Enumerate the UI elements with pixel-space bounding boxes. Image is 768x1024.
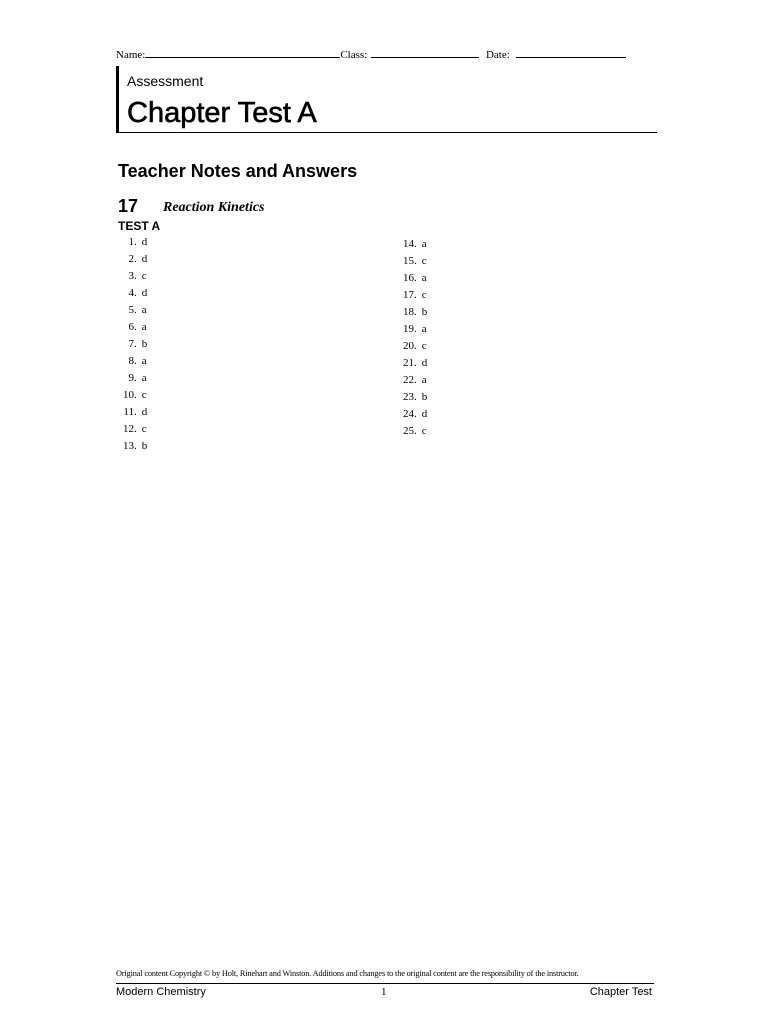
answer-letter: a [141, 355, 147, 367]
answer-number-period: . [134, 338, 137, 350]
answer-letter: b [421, 391, 428, 403]
answer-letter: c [141, 389, 147, 401]
answer-number-period: . [134, 389, 137, 401]
answer-item [114, 438, 147, 455]
answer-number: 14 [403, 238, 414, 250]
answer-number: 18 [403, 306, 414, 318]
answer-item [394, 253, 427, 270]
answer-number: 16 [403, 272, 414, 284]
footer-book-title: Modern Chemistry [116, 986, 206, 998]
answer-letter: d [141, 287, 148, 299]
class-blank [371, 47, 479, 58]
answer-number: 23 [403, 391, 414, 403]
answer-number-period: . [414, 255, 417, 267]
answer-letter: d [421, 357, 428, 369]
answer-number-period: . [414, 272, 417, 284]
answer-letter: a [421, 323, 427, 335]
answer-letter: c [421, 340, 427, 352]
answer-number-period: . [134, 406, 137, 418]
answer-letter: d [141, 406, 148, 418]
answer-number: 3 [128, 270, 134, 282]
answer-number-period: . [134, 440, 137, 452]
answer-number-period: . [414, 408, 417, 420]
answer-item [114, 234, 147, 251]
answer-item [394, 236, 427, 253]
class-label: Class: [340, 49, 368, 61]
answer-number: 22 [403, 374, 414, 386]
answer-letter: a [421, 272, 427, 284]
answer-item [114, 336, 147, 353]
answer-number-period: . [414, 306, 417, 318]
answer-item [394, 372, 427, 389]
answer-item [394, 338, 427, 355]
answer-number-period: . [134, 423, 137, 435]
answer-number-period: . [134, 287, 137, 299]
answer-letter: c [141, 423, 147, 435]
answer-number: 19 [403, 323, 414, 335]
answer-number-period: . [134, 304, 137, 316]
date-blank [516, 47, 626, 58]
answer-number-period: . [134, 236, 137, 248]
footer-section: Chapter Test [589, 986, 652, 998]
answer-number: 12 [123, 423, 134, 435]
answer-item [394, 423, 427, 440]
answer-letter: a [421, 238, 427, 250]
answer-item [114, 251, 147, 268]
answer-item [394, 304, 427, 321]
answer-number: 13 [123, 440, 134, 452]
page-footer [116, 983, 654, 998]
answer-letter: d [421, 408, 428, 420]
copyright-notice: Original content Copyright © by Holt, Rinehart and Winston. Additions and changes to the original content are the responsibility of the instructor. [116, 969, 579, 978]
answer-number-period: . [414, 323, 417, 335]
answer-item [114, 421, 147, 438]
answer-letter: c [421, 425, 427, 437]
answer-item [114, 370, 147, 387]
answer-number: 9 [128, 372, 134, 384]
answer-number-period: . [414, 357, 417, 369]
student-info-line [116, 47, 656, 61]
answer-number: 17 [403, 289, 414, 301]
answer-item [394, 270, 427, 287]
answer-number: 1 [128, 236, 134, 248]
answer-item [394, 406, 427, 423]
answer-number: 5 [128, 304, 134, 316]
answer-number: 24 [403, 408, 414, 420]
answer-number-period: . [134, 355, 137, 367]
answer-letter: b [141, 440, 148, 452]
answer-number: 8 [128, 355, 134, 367]
answer-number: 2 [128, 253, 134, 265]
answer-letter: d [141, 253, 148, 265]
answer-number: 20 [403, 340, 414, 352]
answer-item [114, 404, 147, 421]
answer-letter: d [141, 236, 148, 248]
answer-number-period: . [134, 372, 137, 384]
answer-number-period: . [414, 425, 417, 437]
date-label: Date: [485, 49, 510, 61]
answer-number: 11 [123, 406, 134, 418]
answer-letter: b [141, 338, 148, 350]
answer-number-period: . [134, 321, 137, 333]
answer-letter: a [141, 321, 147, 333]
answer-item [394, 287, 427, 304]
answer-letter: a [141, 304, 147, 316]
page-title: Chapter Test A [127, 97, 317, 129]
answer-item [114, 268, 147, 285]
answer-letter: c [141, 270, 147, 282]
answer-number: 4 [128, 287, 134, 299]
answer-number-period: . [414, 340, 417, 352]
answer-letter: c [421, 289, 427, 301]
page-number: 1 [381, 986, 387, 998]
answer-number: 7 [128, 338, 134, 350]
answer-list-column-1 [114, 234, 147, 455]
answer-item [114, 319, 147, 336]
answer-number: 15 [403, 255, 414, 267]
assessment-label: Assessment [127, 73, 204, 89]
name-label: Name: [116, 49, 146, 61]
answer-number-period: . [134, 270, 137, 282]
section-title: Teacher Notes and Answers [118, 161, 358, 181]
answer-item [114, 285, 147, 302]
answer-number: 6 [128, 321, 134, 333]
answer-number-period: . [134, 253, 137, 265]
answer-list-column-2 [394, 236, 427, 440]
answer-letter: a [421, 374, 427, 386]
chapter-name: Reaction Kinetics [163, 200, 265, 215]
answer-number: 10 [123, 389, 134, 401]
answer-number-period: . [414, 238, 417, 250]
assessment-header [116, 66, 657, 133]
answer-number-period: . [414, 374, 417, 386]
answer-item [114, 387, 147, 404]
answer-item [394, 321, 427, 338]
test-label: TEST A [118, 219, 161, 233]
answer-item [114, 302, 147, 319]
chapter-number: 17 [118, 196, 139, 216]
answer-number-period: . [414, 289, 417, 301]
answer-number: 25 [403, 425, 414, 437]
name-blank [145, 47, 340, 58]
answer-item [394, 355, 427, 372]
answer-letter: a [141, 372, 147, 384]
answer-number: 21 [403, 357, 414, 369]
answer-letter: b [421, 306, 428, 318]
answer-item [394, 389, 427, 406]
answer-letter: c [421, 255, 427, 267]
answer-number-period: . [414, 391, 417, 403]
answer-item [114, 353, 147, 370]
